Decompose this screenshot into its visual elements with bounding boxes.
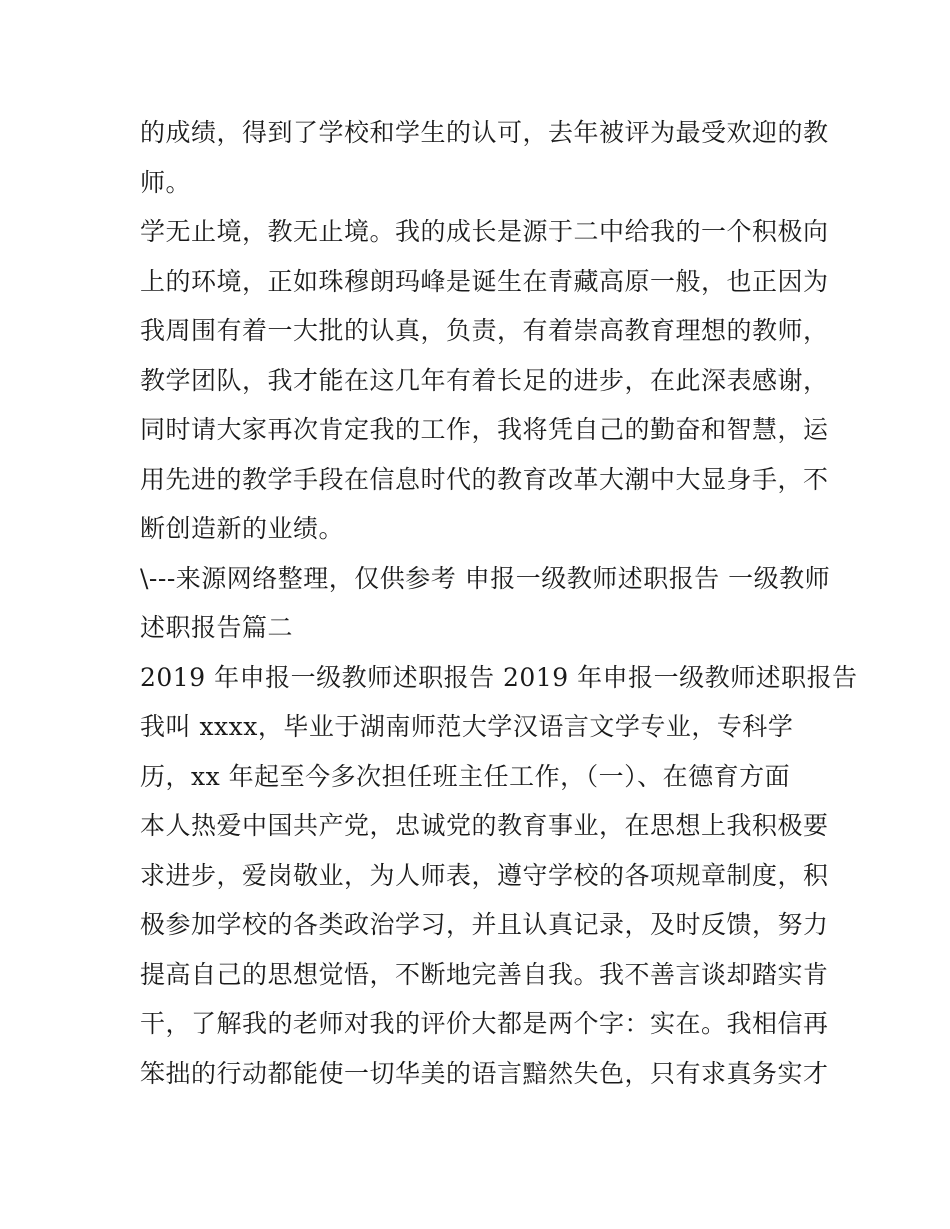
- text-line: 断创造新的业绩。: [140, 514, 345, 543]
- text-line: 述职报告篇二: [140, 613, 294, 642]
- body-text: [140, 108, 858, 1098]
- text-line: 历，xx 年起至今多次担任班主任工作，（一）、在德育方面: [140, 761, 791, 791]
- text-line: 干，了解我的老师对我的评价大都是两个字：实在。我相信再: [140, 1009, 829, 1038]
- text-line: 用先进的教学手段在信息时代的教育改革大潮中大显身手，不: [140, 464, 829, 494]
- text-line: 同时请大家再次肯定我的工作，我将凭自己的勤奋和智慧，运: [140, 415, 829, 444]
- text-line: 我叫 xxxx，毕业于湖南师范大学汉语言文学专业，专科学: [140, 712, 794, 741]
- text-line: 上的环境，正如珠穆朗玛峰是诞生在青藏高原一般，也正因为: [140, 266, 829, 296]
- text-line: 的成绩，得到了学校和学生的认可，去年被评为最受欢迎的教: [140, 118, 829, 147]
- text-line: 师。: [140, 167, 192, 197]
- text-line: 求进步，爱岗敬业，为人师表，遵守学校的各项规章制度，积: [140, 860, 829, 890]
- text-line: 教学团队，我才能在这几年有着长足的进步，在此深表感谢，: [140, 365, 829, 395]
- text-line: 极参加学校的各类政治学习，并且认真记录，及时反馈，努力: [140, 910, 829, 939]
- text-line: 提高自己的思想觉悟，不断地完善自我。我不善言谈却踏实肯: [140, 959, 829, 989]
- text-line: 本人热爱中国共产党，忠诚党的教育事业，在思想上我积极要: [140, 811, 829, 840]
- text-line: 笨拙的行动都能使一切华美的语言黯然失色，只有求真务实才: [140, 1058, 829, 1088]
- text-line: 2019 年申报一级教师述职报告 2019 年申报一级教师述职报告: [140, 662, 858, 692]
- text-line: 我周围有着一大批的认真，负责，有着崇高教育理想的教师，: [140, 316, 829, 345]
- text-line: 学无止境，教无止境。我的成长是源于二中给我的一个积极向: [140, 217, 829, 246]
- text-line: \---来源网络整理，仅供参考 申报一级教师述职报告 一级教师: [140, 563, 831, 593]
